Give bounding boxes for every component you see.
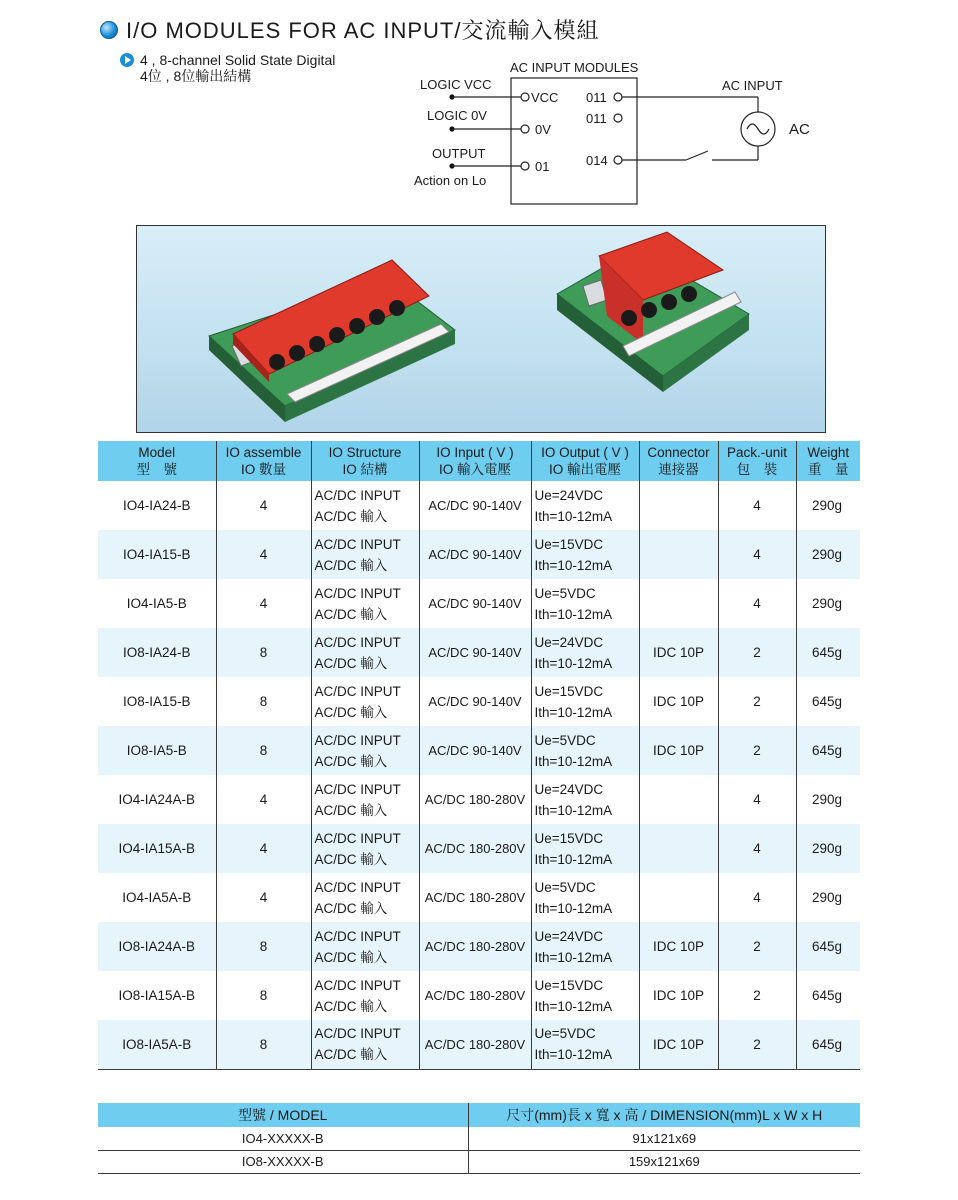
cell-model	[98, 579, 216, 628]
cell-io-output-text: Ith=10-12mA	[534, 508, 613, 524]
cell-io-assemble	[216, 481, 311, 530]
pin-01-terminal	[521, 162, 529, 170]
cell-io-output-text: Ue=24VDC	[534, 487, 604, 503]
cell-io-structure-text: AC/DC INPUT	[314, 585, 401, 601]
cell-io-assemble-text: 8	[259, 743, 268, 758]
cell-io-structure-text: AC/DC 輸入	[314, 949, 388, 965]
cell-io-assemble-text: 8	[259, 988, 268, 1003]
cell-io-output	[531, 1020, 639, 1069]
table-row	[98, 677, 860, 726]
column-header	[311, 441, 419, 481]
cell-io-output-text: Ith=10-12mA	[534, 704, 613, 720]
cell-io-structure	[311, 775, 419, 824]
column-header	[718, 441, 796, 481]
cell-model-text: IO8-IA15A-B	[118, 988, 196, 1003]
spec-table-header	[98, 441, 860, 481]
cell-connector-text: IDC 10P	[652, 743, 705, 758]
cell-connector	[639, 824, 718, 873]
column-header-en: IO Structure	[328, 445, 402, 460]
cell-io-structure-text: AC/DC INPUT	[314, 732, 401, 748]
cell-io-output	[531, 579, 639, 628]
cell-weight	[796, 579, 860, 628]
cell-weight	[796, 873, 860, 922]
dim-header-dimension: 尺寸(mm)長 x 寬 x 高 / DIMENSION(mm)L x W x H	[468, 1103, 860, 1127]
cell-io-structure	[311, 726, 419, 775]
cell-io-output-text: Ith=10-12mA	[534, 851, 613, 867]
cell-weight-text: 290g	[811, 792, 842, 807]
cell-io-assemble	[216, 628, 311, 677]
table-row	[98, 1150, 860, 1173]
cell-io-assemble-text: 4	[259, 498, 268, 513]
cell-model	[98, 628, 216, 677]
cell-io-structure-text: AC/DC INPUT	[314, 536, 401, 552]
cell-io-input-text: AC/DC 90-140V	[428, 694, 522, 709]
cell-pack-unit-text: 2	[753, 694, 761, 709]
cell-pack-unit	[718, 775, 796, 824]
cell-io-structure	[311, 530, 419, 579]
cell-io-structure	[311, 677, 419, 726]
cell-io-input	[419, 677, 531, 726]
cell-pack-unit	[718, 481, 796, 530]
cell-io-assemble-text: 4	[259, 547, 268, 562]
cell-io-structure-text: AC/DC 輸入	[314, 802, 388, 818]
cell-io-assemble	[216, 1020, 311, 1069]
cell-io-assemble-text: 8	[259, 939, 268, 954]
column-header-zh: IO 結構	[342, 462, 388, 477]
cell-io-structure-text: AC/DC 輸入	[314, 900, 388, 916]
cell-weight-text: 645g	[811, 1036, 842, 1052]
cell-io-input	[419, 579, 531, 628]
cell-io-assemble	[216, 824, 311, 873]
cell-io-input-text: AC/DC 180-280V	[424, 939, 526, 954]
cell-io-structure-text: AC/DC 輸入	[314, 753, 388, 769]
cell-connector-text: IDC 10P	[652, 694, 705, 709]
cell-io-assemble-text: 4	[259, 596, 268, 611]
pin-011b-terminal	[614, 114, 622, 122]
cell-io-input-text: AC/DC 180-280V	[424, 988, 526, 1003]
table-row	[98, 873, 860, 922]
pin-011b: 011	[586, 111, 607, 126]
cell-io-structure-text: AC/DC INPUT	[314, 977, 401, 993]
cell-io-structure	[311, 579, 419, 628]
column-header-zh: IO 輸入電壓	[438, 462, 511, 477]
cell-io-input	[419, 824, 531, 873]
cell-weight-text: 290g	[811, 596, 842, 611]
cell-io-assemble-text: 4	[259, 841, 268, 856]
cell-weight-text: 645g	[811, 645, 842, 660]
column-header-zh: 型 號	[136, 462, 177, 477]
label-logic-0v: LOGIC 0V	[427, 108, 487, 123]
cell-weight	[796, 628, 860, 677]
cell-io-output-text: Ith=10-12mA	[534, 1047, 613, 1063]
cell-io-output	[531, 530, 639, 579]
pin-vcc-terminal	[521, 93, 529, 101]
cell-weight-text: 290g	[811, 890, 842, 905]
cell-weight	[796, 726, 860, 775]
column-header-en: IO Input ( V )	[436, 445, 514, 460]
cell-io-output-text: Ith=10-12mA	[534, 655, 613, 671]
cell-model-text: IO4-IA24-B	[122, 498, 191, 513]
cell-io-output	[531, 922, 639, 971]
cell-connector	[639, 579, 718, 628]
cell-io-input	[419, 922, 531, 971]
cell-io-structure-text: AC/DC INPUT	[314, 830, 401, 846]
cell-io-structure-text: AC/DC INPUT	[314, 928, 401, 944]
cell-dim: 91x121x69	[468, 1127, 860, 1150]
cell-io-assemble	[216, 677, 311, 726]
cell-io-input	[419, 481, 531, 530]
cell-weight	[796, 971, 860, 1020]
cell-pack-unit	[718, 1020, 796, 1069]
cell-pack-unit	[718, 824, 796, 873]
cell-pack-unit	[718, 579, 796, 628]
column-header-en: IO Output ( V )	[541, 445, 629, 460]
cell-io-output-text: Ith=10-12mA	[534, 606, 613, 622]
subtitle-en: 4 , 8-channel Solid State Digital	[140, 52, 336, 68]
pin-014: 014	[586, 153, 608, 168]
cell-connector	[639, 726, 718, 775]
cell-io-output-text: Ue=24VDC	[534, 928, 604, 944]
cell-pack-unit-text: 2	[753, 988, 761, 1003]
cell-io-input-text: AC/DC 180-280V	[424, 890, 526, 905]
cell-io-output-text: Ue=24VDC	[534, 634, 604, 650]
cell-connector	[639, 628, 718, 677]
cell-weight-text: 645g	[811, 988, 842, 1003]
cell-io-assemble-text: 4	[259, 792, 268, 807]
cell-io-assemble-text: 8	[259, 694, 268, 709]
table-row	[98, 726, 860, 775]
cell-io-input-text: AC/DC 90-140V	[428, 547, 522, 562]
cell-connector	[639, 481, 718, 530]
cell-io-input-text: AC/DC 180-280V	[424, 792, 526, 807]
cell-io-input-text: AC/DC 90-140V	[428, 645, 522, 660]
cell-io-output	[531, 873, 639, 922]
cell-io-structure	[311, 824, 419, 873]
subtitle-zh: 4位 , 8位輸出結構	[140, 68, 252, 84]
cell-connector	[639, 530, 718, 579]
cell-connector-text: IDC 10P	[652, 939, 705, 954]
wiring-diagram	[400, 55, 830, 215]
pin-0v: 0V	[535, 122, 551, 137]
cell-io-output-text: Ue=5VDC	[534, 879, 596, 895]
cell-io-assemble	[216, 726, 311, 775]
column-header	[216, 441, 311, 481]
cell-weight-text: 290g	[811, 841, 842, 856]
cell-model-text: IO8-IA5-B	[126, 743, 187, 758]
module-4ch-image	[209, 260, 455, 422]
cell-io-output-text: Ue=5VDC	[534, 1026, 596, 1042]
column-header-en: Connector	[647, 445, 710, 460]
cell-connector-text: IDC 10P	[652, 988, 705, 1003]
cell-model	[98, 530, 216, 579]
page-title	[100, 14, 599, 45]
column-header	[419, 441, 531, 481]
cell-io-output	[531, 628, 639, 677]
column-header-zh: 重 量	[808, 462, 849, 477]
cell-io-output-text: Ith=10-12mA	[534, 998, 613, 1014]
cell-io-assemble	[216, 579, 311, 628]
table-row	[98, 922, 860, 971]
cell-io-structure	[311, 481, 419, 530]
cell-pack-unit-text: 2	[753, 1036, 761, 1052]
cell-io-output-text: Ue=15VDC	[534, 536, 604, 552]
table-row	[98, 775, 860, 824]
cell-weight-text: 290g	[811, 547, 842, 562]
table-row	[98, 1127, 860, 1150]
cell-weight	[796, 1020, 860, 1069]
cell-connector-text: IDC 10P	[652, 1036, 705, 1052]
cell-io-output-text: Ue=15VDC	[534, 977, 604, 993]
column-header-en: Model	[138, 445, 176, 460]
cell-model	[98, 726, 216, 775]
cell-io-assemble	[216, 530, 311, 579]
cell-io-input-text: AC/DC 180-280V	[424, 841, 526, 856]
cell-io-structure-text: AC/DC 輸入	[314, 655, 388, 671]
cell-io-output-text: Ue=24VDC	[534, 781, 604, 797]
module-8ch-image	[557, 232, 749, 392]
cell-io-input	[419, 775, 531, 824]
cell-pack-unit	[718, 628, 796, 677]
cell-connector-text: IDC 10P	[652, 645, 705, 660]
label-ac: AC	[789, 121, 810, 138]
cell-io-output-text: Ith=10-12mA	[534, 900, 613, 916]
cell-weight	[796, 775, 860, 824]
pin-vcc: VCC	[531, 90, 559, 105]
cell-io-assemble-text: 8	[259, 1036, 268, 1052]
column-header-en: Pack.-unit	[726, 445, 788, 460]
spec-table	[98, 441, 860, 1070]
cell-model-text: IO8-IA24-B	[122, 645, 191, 660]
column-header-zh: 包 裝	[736, 462, 778, 477]
column-header-en: Weight	[807, 445, 850, 460]
table-row	[98, 530, 860, 579]
cell-io-structure-text: AC/DC 輸入	[314, 557, 388, 573]
label-output: OUTPUT	[432, 146, 486, 161]
cell-io-structure-text: AC/DC INPUT	[314, 683, 401, 699]
cell-io-input	[419, 1020, 531, 1069]
cell-pack-unit-text: 2	[753, 645, 761, 660]
switch-contact	[686, 151, 708, 160]
pin-0v-terminal	[521, 125, 529, 133]
cell-io-structure	[311, 628, 419, 677]
cell-io-output	[531, 971, 639, 1020]
cell-io-output-text: Ith=10-12mA	[534, 949, 613, 965]
cell-io-input-text: AC/DC 90-140V	[428, 498, 522, 513]
cell-io-assemble	[216, 922, 311, 971]
cell-dim: 159x121x69	[468, 1150, 860, 1173]
cell-pack-unit-text: 4	[753, 498, 761, 513]
column-header-zh: IO 輸出電壓	[548, 462, 621, 477]
cell-pack-unit-text: 2	[753, 743, 761, 758]
diagram-module-title: AC INPUT MODULES	[510, 60, 639, 75]
cell-io-output	[531, 481, 639, 530]
cell-pack-unit-text: 4	[753, 547, 761, 562]
cell-model-text: IO4-IA15-B	[122, 547, 191, 562]
cell-io-assemble	[216, 873, 311, 922]
cell-weight	[796, 481, 860, 530]
cell-model-text: IO8-IA5A-B	[122, 1036, 192, 1052]
cell-io-structure-text: AC/DC INPUT	[314, 634, 401, 650]
cell-weight	[796, 677, 860, 726]
cell-io-structure	[311, 922, 419, 971]
label-action: Action on Lo	[414, 173, 487, 188]
cell-io-output	[531, 726, 639, 775]
cell-weight	[796, 530, 860, 579]
cell-io-structure-text: AC/DC INPUT	[314, 487, 401, 503]
column-header	[639, 441, 718, 481]
cell-pack-unit-text: 2	[753, 939, 761, 954]
cell-pack-unit	[718, 971, 796, 1020]
arrow-bullet-icon	[120, 53, 134, 67]
label-logic-vcc: LOGIC VCC	[420, 77, 492, 92]
dim-header-model: 型號 / MODEL	[98, 1103, 468, 1127]
column-header-en: IO assemble	[225, 445, 302, 460]
cell-io-output-text: Ue=5VDC	[534, 585, 596, 601]
cell-model	[98, 971, 216, 1020]
cell-io-structure-text: AC/DC INPUT	[314, 1026, 401, 1042]
cell-io-output-text: Ue=15VDC	[534, 830, 604, 846]
cell-pack-unit-text: 4	[753, 792, 761, 807]
cell-io-input	[419, 530, 531, 579]
cell-pack-unit	[718, 677, 796, 726]
cell-pack-unit	[718, 873, 796, 922]
cell-io-assemble-text: 8	[259, 645, 268, 660]
dimension-table-header	[98, 1103, 860, 1127]
product-photo	[136, 225, 826, 433]
cell-weight-text: 645g	[811, 694, 842, 709]
cell-io-assemble	[216, 775, 311, 824]
column-header	[531, 441, 639, 481]
cell-io-input-text: AC/DC 180-280V	[424, 1036, 526, 1052]
pin-01: 01	[535, 159, 550, 174]
cell-io-structure	[311, 1020, 419, 1069]
table-row	[98, 628, 860, 677]
cell-io-structure-text: AC/DC INPUT	[314, 781, 401, 797]
cell-io-output-text: Ue=15VDC	[534, 683, 604, 699]
cell-pack-unit	[718, 726, 796, 775]
table-row	[98, 824, 860, 873]
cell-connector	[639, 775, 718, 824]
cell-io-output-text: Ith=10-12mA	[534, 802, 613, 818]
cell-model	[98, 922, 216, 971]
cell-io-input	[419, 873, 531, 922]
circle-bullet-icon	[100, 21, 118, 39]
table-row	[98, 971, 860, 1020]
cell-model	[98, 775, 216, 824]
cell-connector	[639, 873, 718, 922]
cell-io-input	[419, 628, 531, 677]
cell-io-output-text: Ith=10-12mA	[534, 557, 613, 573]
cell-io-assemble	[216, 971, 311, 1020]
cell-model-text: IO4-IA15A-B	[118, 841, 196, 856]
cell-io-output	[531, 677, 639, 726]
cell-weight	[796, 922, 860, 971]
cell-io-structure-text: AC/DC 輸入	[314, 851, 388, 867]
cell-io-structure-text: AC/DC 輸入	[314, 1047, 388, 1063]
dimension-table	[98, 1103, 860, 1174]
cell-io-structure-text: AC/DC 輸入	[314, 508, 388, 524]
cell-model	[98, 481, 216, 530]
cell-weight	[796, 824, 860, 873]
cell-connector	[639, 922, 718, 971]
cell-connector	[639, 1020, 718, 1069]
cell-io-structure-text: AC/DC INPUT	[314, 879, 401, 895]
cell-pack-unit	[718, 530, 796, 579]
column-header	[796, 441, 860, 481]
cell-io-output-text: Ith=10-12mA	[534, 753, 613, 769]
column-header	[98, 441, 216, 481]
cell-io-input	[419, 726, 531, 775]
table-row	[98, 579, 860, 628]
pin-011a: 011	[586, 90, 607, 105]
cell-connector	[639, 971, 718, 1020]
cell-model	[98, 873, 216, 922]
cell-io-structure	[311, 971, 419, 1020]
cell-io-structure	[311, 873, 419, 922]
cell-io-output	[531, 775, 639, 824]
subtitle	[120, 52, 335, 84]
cell-model-text: IO4-IA5-B	[126, 596, 187, 611]
table-row	[98, 481, 860, 530]
cell-io-input-text: AC/DC 90-140V	[428, 743, 522, 758]
cell-pack-unit-text: 4	[753, 890, 761, 905]
cell-io-structure-text: AC/DC 輸入	[314, 704, 388, 720]
table-row	[98, 1020, 860, 1069]
cell-model-text: IO8-IA15-B	[122, 694, 191, 709]
cell-weight-text: 645g	[811, 939, 842, 954]
pin-014-terminal	[614, 156, 622, 164]
cell-io-output-text: Ue=5VDC	[534, 732, 596, 748]
cell-pack-unit-text: 4	[753, 841, 761, 856]
label-ac-input: AC INPUT	[722, 78, 783, 93]
cell-model-text: IO4-IA24A-B	[118, 792, 196, 807]
cell-connector	[639, 677, 718, 726]
cell-io-structure-text: AC/DC 輸入	[314, 606, 388, 622]
cell-io-input	[419, 971, 531, 1020]
pin-011a-terminal	[614, 93, 622, 101]
cell-model-text: IO4-IA5A-B	[122, 890, 192, 905]
cell-weight-text: 290g	[811, 498, 842, 513]
cell-pack-unit	[718, 922, 796, 971]
cell-io-structure-text: AC/DC 輸入	[314, 998, 388, 1014]
cell-model: IO8-XXXXX-B	[98, 1150, 468, 1173]
cell-model: IO4-XXXXX-B	[98, 1127, 468, 1150]
cell-io-input-text: AC/DC 90-140V	[428, 596, 522, 611]
cell-model	[98, 824, 216, 873]
cell-model-text: IO8-IA24A-B	[118, 939, 196, 954]
cell-io-output	[531, 824, 639, 873]
column-header-zh: IO 數量	[240, 462, 286, 477]
cell-pack-unit-text: 4	[753, 596, 761, 611]
cell-io-assemble-text: 4	[259, 890, 268, 905]
cell-weight-text: 645g	[811, 743, 842, 758]
cell-model	[98, 677, 216, 726]
column-header-zh: 連接器	[658, 462, 699, 477]
page-title-text: I/O MODULES FOR AC INPUT/交流輸入模組	[126, 18, 600, 43]
cell-model	[98, 1020, 216, 1069]
